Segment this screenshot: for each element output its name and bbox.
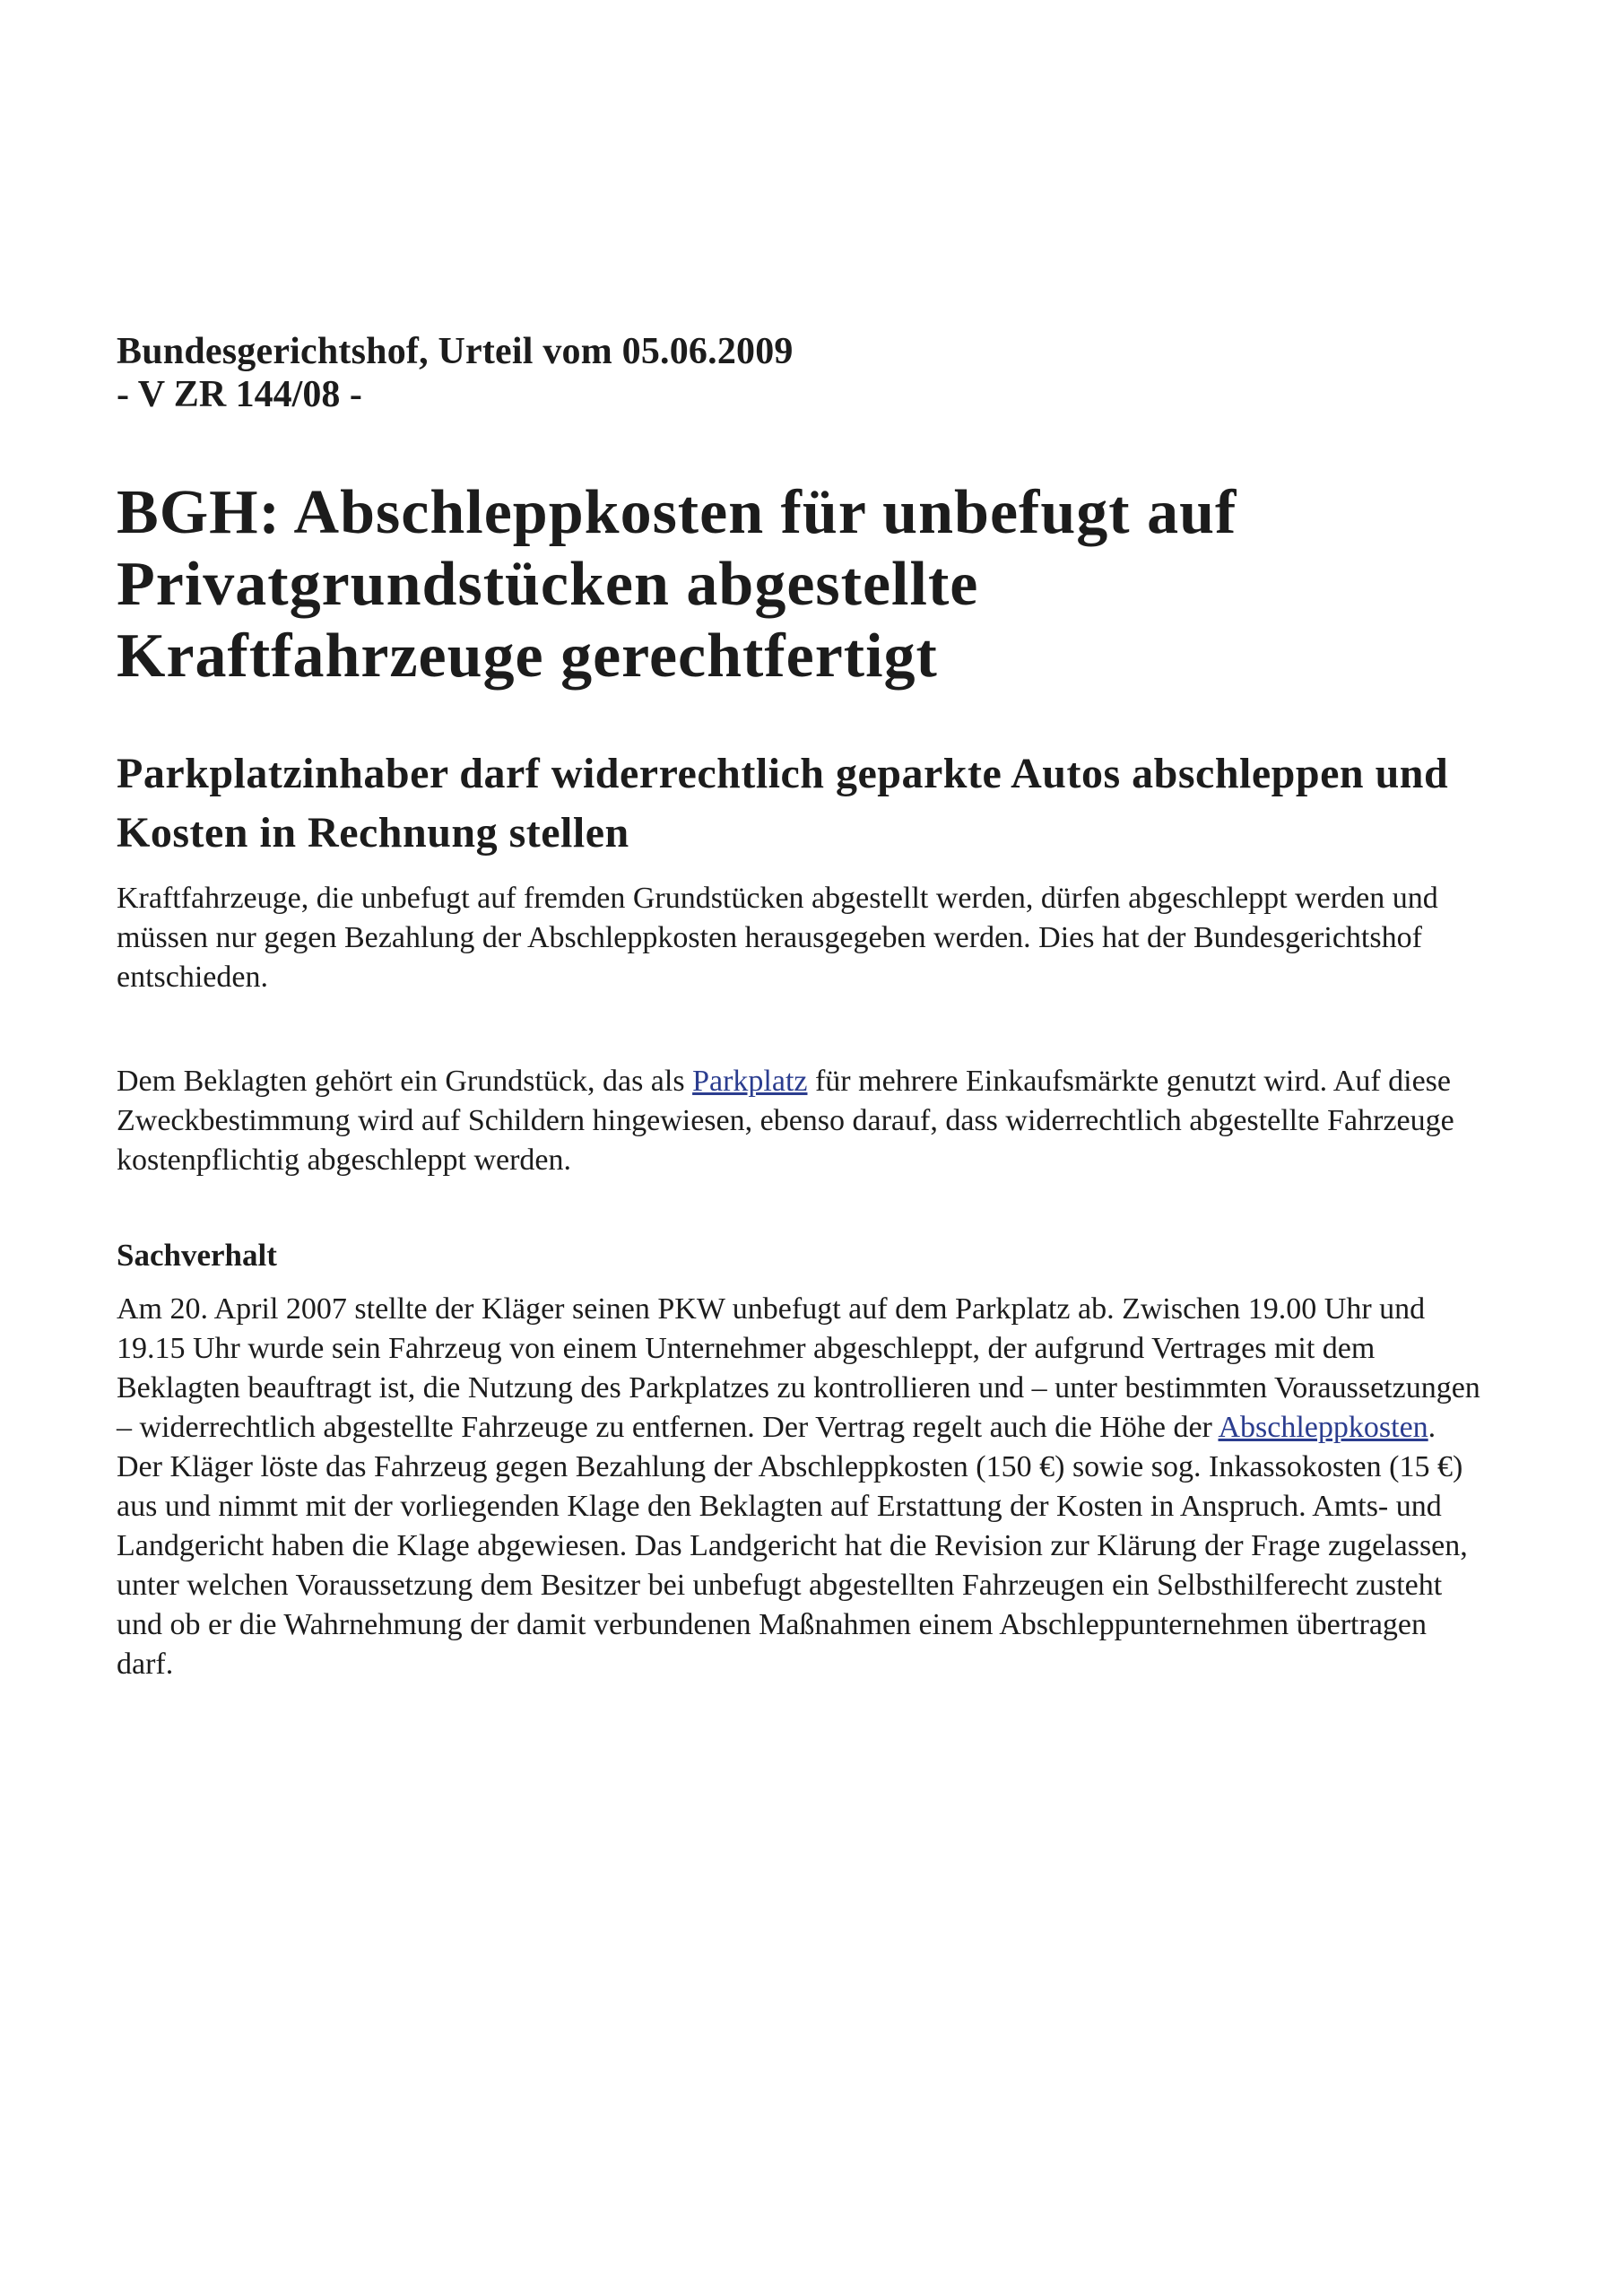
intro-text-before-link: Dem Beklagten gehört ein Grundstück, das als (117, 1065, 693, 1098)
intro-paragraph (117, 1062, 1471, 1180)
case-number: - V ZR 144/08 - (117, 374, 362, 415)
article-subtitle: Parkplatzinhaber darf widerrechtlich geparkte Autos abschleppen und Kosten in Rechnung stellen (117, 750, 1449, 857)
facts-text-before-link: Am 20. April 2007 stellte der Kläger seinen PKW unbefugt auf dem Parkplatz ab. Zwischen 19.00 Uhr und 19.15 Uhr wurde sein Fahrzeug von einem Unternehmer abgeschleppt, der aufgrund Vertrages mit dem Beklagten beauftragt ist, die Nutzung des Parkplatzes zu kontrollieren und – unter bestimmten Voraussetzungen – widerrechtlich abgestellte Fahrzeuge zu entfernen. Der Vertrag regelt auch die Höhe der (117, 1292, 1480, 1444)
intro-text-after-link: für mehrere Einkaufsmärkte genutzt wird. Auf diese Zweckbestimmung wird auf Schildern hingewiesen, ebenso darauf, dass widerrechtlich abgestellte Fahrzeuge kostenpflichtig abgeschleppt werden. (117, 1065, 1454, 1177)
abschleppkosten-link[interactable]: Abschleppkosten (1218, 1411, 1428, 1444)
facts-paragraph (117, 1290, 1488, 1684)
article-content (117, 330, 1488, 1684)
article-title: BGH: Abschleppkosten für unbefugt auf Privatgrundstücken abgestellte Kraftfahrzeuge gerechtfertigt (117, 478, 1237, 691)
section-heading-sachverhalt: Sachverhalt (117, 1238, 277, 1273)
facts-text-after-link: . Der Kläger löste das Fahrzeug gegen Bezahlung der Abschleppkosten (150 €) sowie sog. Inkassokosten (15 €) aus und nimmt mit der vorliegenden Klage den Beklagten auf Erstattung der Kosten in Anspruch. Amts- und Landgericht haben die Klage abgewiesen. Das Landgericht hat die Revision zur Klärung der Frage zugelassen, unter welchen Voraussetzung dem Besitzer bei unbefugt abgestellten Fahrzeugen ein Selbsthilferecht zusteht und ob er die Wahrnehmung der damit verbundenen Maßnahmen einem Abschleppunternehmen übertragen darf. (117, 1411, 1468, 1681)
lead-paragraph: Kraftfahrzeuge, die unbefugt auf fremden Grundstücken abgestellt werden, dürfen abgeschleppt werden und müssen nur gegen Bezahlung der Abschleppkosten herausgegeben werden. Dies hat der Bundesgerichtshof entschieden. (117, 882, 1438, 994)
court-decision-line: Bundesgerichtshof, Urteil vom 05.06.2009 (117, 331, 794, 372)
parkplatz-link[interactable]: Parkplatz (692, 1065, 808, 1098)
